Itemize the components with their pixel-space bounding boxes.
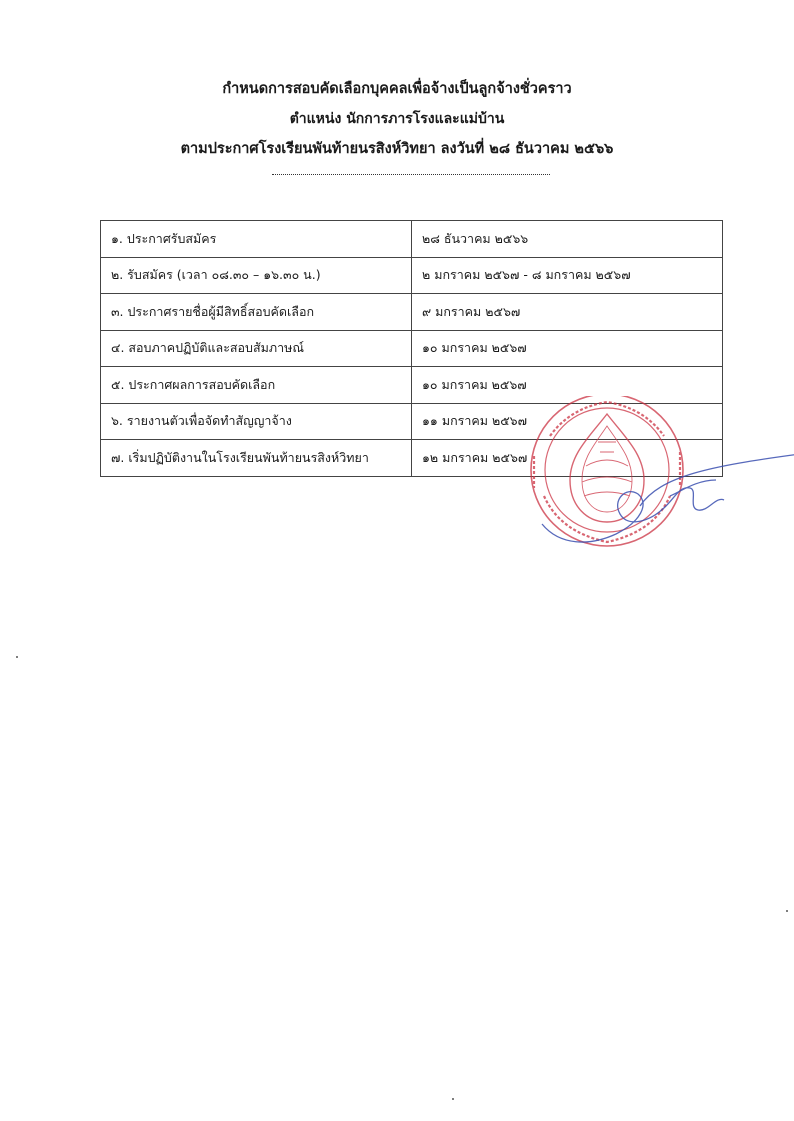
schedule-item-cell: ๖. รายงานตัวเพื่อจัดทำสัญญาจ้าง [101,403,412,440]
table-row [101,294,723,331]
schedule-item-cell: ๑. ประกาศรับสมัคร [101,221,412,258]
schedule-item-cell: ๗. เริ่มปฏิบัติงานในโรงเรียนพันท้ายนรสิงห์วิทยา [101,440,412,477]
scan-speck [452,1098,454,1100]
table-row [101,367,723,404]
header-title-line-3: ตามประกาศโรงเรียนพันท้ายนรสิงห์วิทยา ลงวันที่ ๒๘ ธันวาคม ๒๕๖๖ [180,141,614,157]
schedule-date-cell: ๑๐ มกราคม ๒๕๖๗ [412,330,723,367]
schedule-item-cell: ๕. ประกาศผลการสอบคัดเลือก [101,367,412,404]
schedule-date-cell: ๑๒ มกราคม ๒๕๖๗ [412,440,723,477]
header-title-line-1: กำหนดการสอบคัดเลือกบุคคลเพื่อจ้างเป็นลูกจ้างชั่วคราว [222,81,572,97]
table-row [101,257,723,294]
table-row [101,403,723,440]
document-header [0,74,794,164]
schedule-date-cell: ๒ มกราคม ๒๕๖๗ - ๘ มกราคม ๒๕๖๗ [412,257,723,294]
schedule-item-cell: ๔. สอบภาคปฏิบัติและสอบสัมภาษณ์ [101,330,412,367]
schedule-item-cell: ๒. รับสมัคร (เวลา ๐๘.๓๐ – ๑๖.๓๐ น.) [101,257,412,294]
table-row [101,330,723,367]
table-row [101,221,723,258]
header-title-line-2: ตำแหน่ง นักการภารโรงและแม่บ้าน [289,111,505,127]
schedule-date-cell: ๒๘ ธันวาคม ๒๕๖๖ [412,221,723,258]
scan-speck [16,656,18,658]
separator-dotted-line [272,174,550,175]
schedule-date-cell: ๙ มกราคม ๒๕๖๗ [412,294,723,331]
scan-speck [786,910,788,912]
schedule-item-cell: ๓. ประกาศรายชื่อผู้มีสิทธิ์สอบคัดเลือก [101,294,412,331]
schedule-date-cell: ๑๑ มกราคม ๒๕๖๗ [412,403,723,440]
table-row [101,440,723,477]
schedule-date-cell: ๑๐ มกราคม ๒๕๖๗ [412,367,723,404]
schedule-table [100,220,723,477]
